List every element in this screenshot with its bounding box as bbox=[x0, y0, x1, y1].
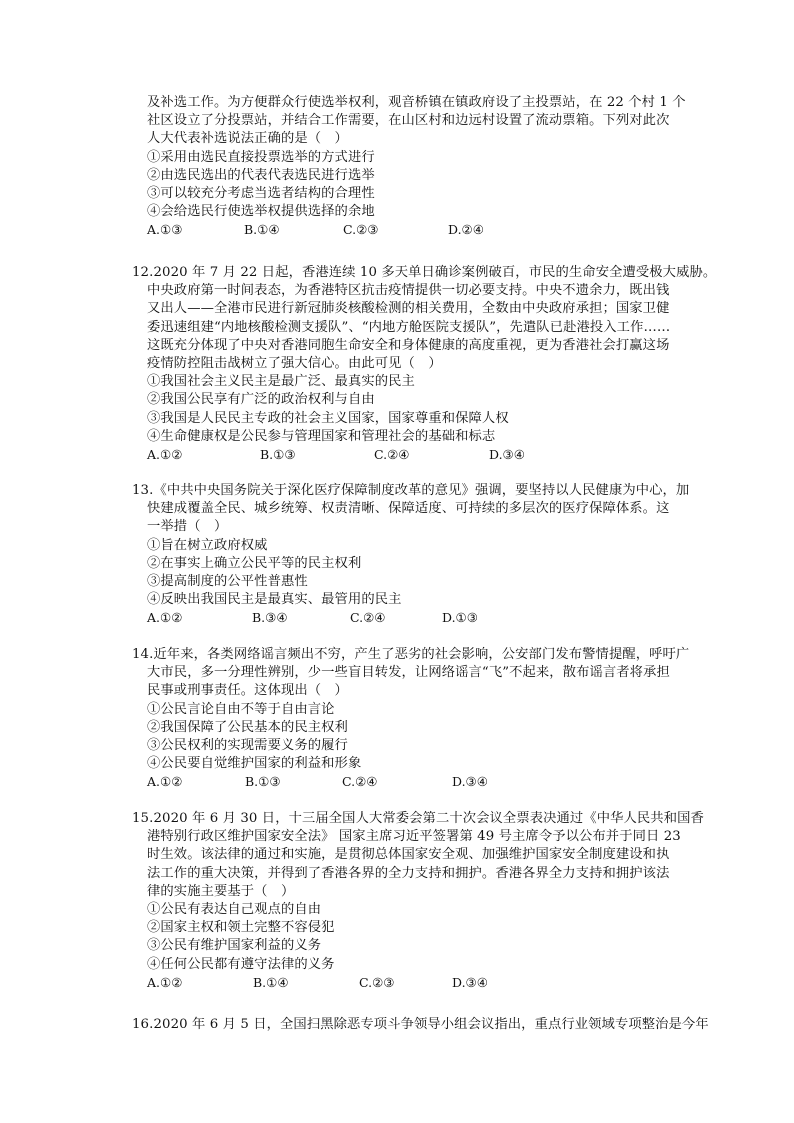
question-12-stem-line-6: 疫情防控阻击战树立了强大信心。由此可见（ ） bbox=[147, 356, 442, 372]
question-11-options bbox=[147, 221, 707, 239]
option-b: B.①④ bbox=[244, 222, 280, 238]
question-16 bbox=[132, 1016, 709, 1034]
option-b: B.①④ bbox=[253, 974, 289, 990]
question-11-statement-2: ②由选民选出的代表代表选民进行选举 bbox=[147, 167, 375, 183]
question-14-stem-line-2: 大市民，多一分理性辨别，少一些盲目转发，让网络谣言“飞”不起来，散布谣言者将承担 bbox=[147, 665, 670, 681]
question-15-stem-line-2: 港特别行政区维护国家安全法》 国家主席习近平签署第 49 号主席令予以公布并于同日 23 bbox=[147, 829, 681, 845]
option-d: D.③④ bbox=[452, 974, 488, 990]
option-c: C.②④ bbox=[374, 447, 410, 463]
question-16-stem-line-1: 16.2020 年 6 月 5 日，全国扫黑除恶专项斗争领导小组会议指出，重点行业领域专项整治是今年 bbox=[132, 1017, 709, 1032]
question-12-stem-line-4: 委迅速组建“内地核酸检测支援队”、“内地方舱医院支援队”，先遣队已赴港投入工作…… bbox=[147, 319, 671, 335]
question-12-stem-line-2: 中央政府第一时间表态，为香港特区抗击疫情提供一切必要支持。中央不遗余力，既出钱 bbox=[147, 283, 670, 299]
question-14-statement-1: ①公民言论自由不等于自由言论 bbox=[147, 701, 335, 717]
option-b: B.①③ bbox=[260, 447, 296, 463]
question-14 bbox=[132, 646, 707, 792]
question-12-options bbox=[147, 446, 707, 464]
question-15-stem-line-3: 时生效。该法律的通过和实施，是贯彻总体国家安全观、加强维护国家安全制度建设和执 bbox=[147, 847, 670, 863]
question-15-stem-line-1: 15.2020 年 6 月 30 日，十三届全国人大常委会第二十次会议全票表决通过《中华人民共和国香 bbox=[132, 811, 704, 826]
question-14-statement-3: ③公民权利的实现需要义务的履行 bbox=[147, 738, 348, 754]
option-d: D.③④ bbox=[452, 774, 488, 790]
question-15-statement-2: ②国家主权和领土完整不容侵犯 bbox=[147, 920, 335, 936]
option-c: C.②③ bbox=[359, 974, 395, 990]
option-a: A.①③ bbox=[147, 222, 183, 238]
option-c: C.②④ bbox=[350, 610, 386, 626]
question-13-options bbox=[147, 609, 707, 627]
question-14-stem-line-3: 民事或刑事责任。这体现出（ ） bbox=[147, 683, 348, 699]
question-13-stem-line-1: 13.《中共中央国务院关于深化医疗保障制度改革的意见》强调，要坚持以人民健康为中心，加 bbox=[132, 483, 690, 498]
question-14-statement-4: ④公民要自觉维护国家的利益和形象 bbox=[147, 756, 362, 772]
question-12-statement-1: ①我国社会主义民主是最广泛、最真实的民主 bbox=[147, 374, 415, 390]
option-c: C.②③ bbox=[343, 222, 379, 238]
question-15-options bbox=[147, 974, 707, 992]
question-11-line-1: 及补选工作。为方便群众行使选举权利，观音桥镇在镇政府设了主投票站，在 22 个村 1 个 bbox=[147, 95, 686, 110]
question-12-statement-2: ②我国公民享有广泛的政治权利与自由 bbox=[147, 392, 375, 408]
question-15-statement-4: ④任何公民都有遵守法律的义务 bbox=[147, 956, 335, 972]
question-15-stem-line-5: 律的实施主要基于（ ） bbox=[147, 883, 295, 899]
question-11-statement-1: ①采用由选民直接投票选举的方式进行 bbox=[147, 149, 375, 165]
question-11-line-3: 人大代表补选说法正确的是（ ） bbox=[147, 131, 348, 147]
option-b: B.③④ bbox=[252, 610, 288, 626]
option-a: A.①② bbox=[147, 610, 183, 626]
option-d: D.②④ bbox=[448, 222, 484, 238]
question-15-stem-line-4: 法工作的重大决策，并得到了香港各界的全力支持和拥护。香港各界全力支持和拥护该法 bbox=[147, 865, 670, 881]
question-11-line-2: 社区设立了分投票站，并结合工作需要，在山区村和边远村设置了流动票箱。下列对此次 bbox=[147, 113, 670, 129]
question-12-statement-4: ④生命健康权是公民参与管理国家和管理社会的基础和标志 bbox=[147, 428, 496, 444]
question-15 bbox=[132, 810, 707, 992]
question-11-statement-3: ③可以较充分考虑当选者结构的合理性 bbox=[147, 186, 375, 202]
question-13-stem-line-2: 快建成覆盖全民、城乡统筹、权责清晰、保障适度、可持续的多层次的医疗保障体系。这 bbox=[147, 501, 670, 517]
option-b: B.①③ bbox=[245, 774, 281, 790]
question-11 bbox=[147, 94, 707, 240]
question-15-statement-3: ③公民有维护国家利益的义务 bbox=[147, 938, 322, 954]
question-13-statement-3: ③提高制度的公平性普惠性 bbox=[147, 574, 308, 590]
question-14-statement-2: ②我国保障了公民基本的民主权利 bbox=[147, 719, 348, 735]
question-13-statement-2: ②在事实上确立公民平等的民主权利 bbox=[147, 555, 362, 571]
option-a: A.①② bbox=[147, 774, 183, 790]
option-c: C.②④ bbox=[342, 774, 378, 790]
question-13 bbox=[132, 482, 707, 628]
question-13-stem-line-3: 一举措（ ） bbox=[147, 519, 228, 535]
option-d: D.①③ bbox=[442, 610, 478, 626]
question-15-statement-1: ①公民有表达自己观点的自由 bbox=[147, 902, 322, 918]
option-a: A.①② bbox=[147, 974, 183, 990]
question-13-statement-4: ④反映出我国民主是最真实、最管用的民主 bbox=[147, 592, 402, 608]
question-12-stem-line-3: 又出人——全港市民进行新冠肺炎核酸检测的相关费用，全数由中央政府承担；国家卫健 bbox=[147, 301, 670, 317]
question-14-options bbox=[147, 773, 707, 791]
option-a: A.①② bbox=[147, 447, 183, 463]
question-12-statement-3: ③我国是人民民主专政的社会主义国家，国家尊重和保障人权 bbox=[147, 410, 509, 426]
question-12-stem-line-1: 12.2020 年 7 月 22 日起，香港连续 10 多天单日确诊案例破百，市民的生命安全遭受极大威胁。 bbox=[132, 265, 717, 280]
option-d: D.③④ bbox=[489, 447, 525, 463]
question-12 bbox=[132, 264, 717, 464]
question-11-statement-4: ④会给选民行使选举权提供选择的余地 bbox=[147, 204, 375, 220]
question-13-statement-1: ①旨在树立政府权威 bbox=[147, 537, 268, 553]
question-12-stem-line-5: 这既充分体现了中央对香港同胞生命安全和身体健康的高度重视，更为香港社会打赢这场 bbox=[147, 337, 670, 353]
question-14-stem-line-1: 14.近年来，各类网络谣言频出不穷，产生了恶劣的社会影响，公安部门发布警情提醒，呼吁广 bbox=[132, 647, 690, 662]
